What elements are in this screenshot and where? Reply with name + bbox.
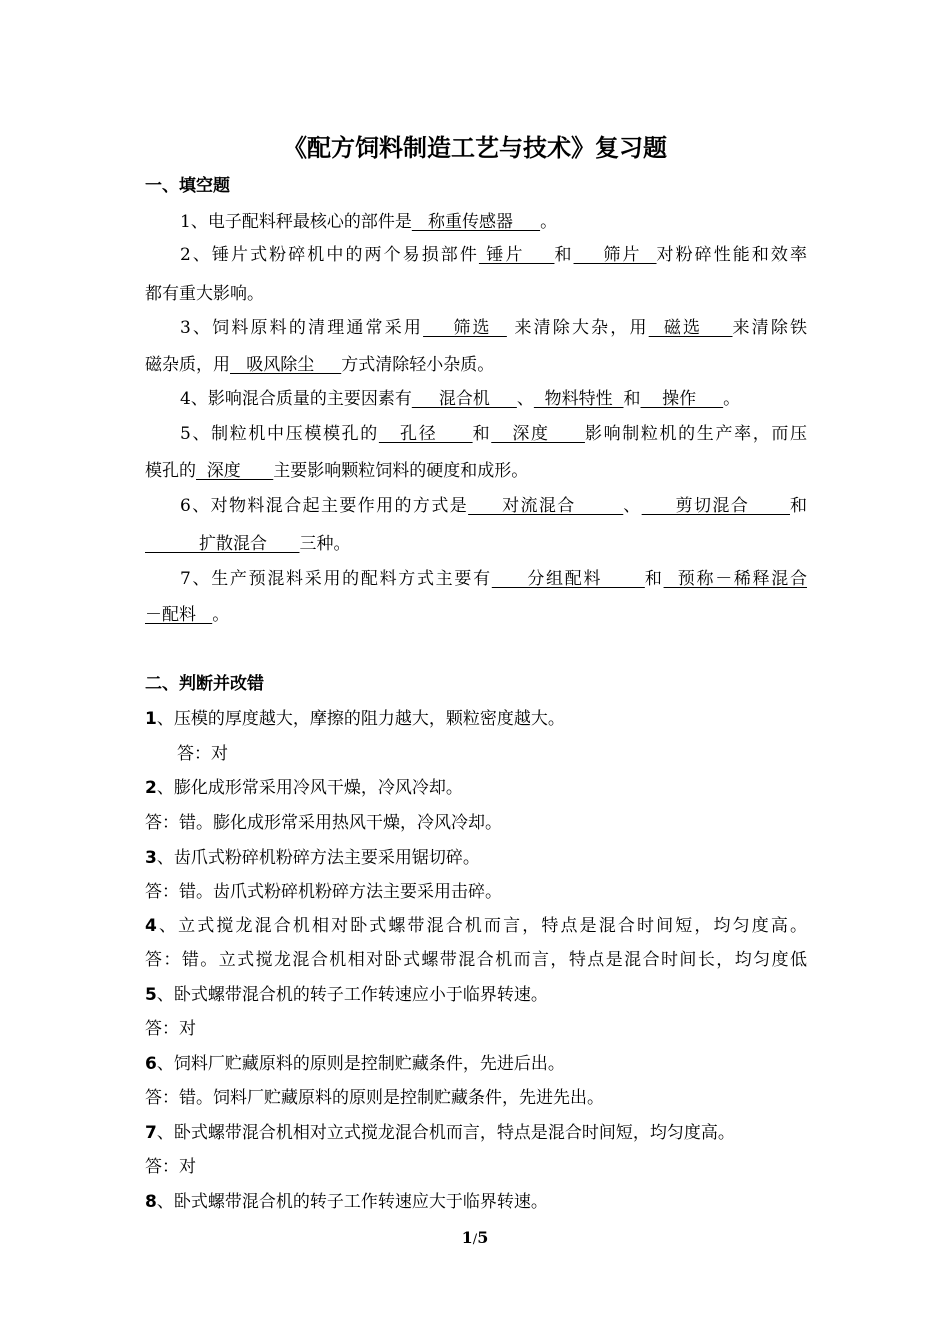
tf-answer-1: 答：对 [177, 744, 228, 764]
section-heading-true-false: 二、判断并改错 [145, 674, 264, 694]
answer-blank: 操作 [640, 389, 724, 409]
tf-question-4: 4、立式搅龙混合机相对卧式螺带混合机而言，特点是混合时间短，均匀度高。 [145, 916, 807, 936]
question-3-continued: 磁杂质，用 吸风除尘 方式清除轻小杂质。 [145, 355, 495, 375]
tf-question-5: 5、卧式螺带混合机的转子工作转速应小于临界转速。 [145, 985, 548, 1005]
question-6: 6、对物料混合起主要作用的方式是 对流混合 、 剪切混合 和 [180, 496, 807, 516]
answer-blank: 筛片 [573, 245, 657, 265]
tf-question-3: 3、齿爪式粉碎机粉碎方法主要采用锯切碎。 [145, 848, 480, 868]
question-2-continued: 都有重大影响。 [145, 284, 264, 304]
question-5-continued: 模孔的 深度 主要影响颗粒饲料的硬度和成形。 [145, 461, 529, 481]
question-6-continued: 扩散混合 三种。 [145, 534, 351, 554]
answer-blank: 锤片 [478, 245, 555, 265]
question-2: 2、锤片式粉碎机中的两个易损部件 锤片 和 筛片 对粉碎性能和效率 [180, 245, 808, 265]
tf-answer-2: 答：错。膨化成形常采用热风干燥，冷风冷却。 [145, 813, 502, 833]
tf-question-1: 1、压模的厚度越大，摩擦的阻力越大，颗粒密度越大。 [145, 709, 565, 729]
question-4: 4、影响混合质量的主要因素有 混合机 、 物料特性 和 操作 。 [180, 389, 741, 409]
tf-answer-6: 答：错。饲料厂贮藏原料的原则是控制贮藏条件，先进先出。 [145, 1088, 604, 1108]
answer-blank: 深度 [196, 461, 274, 481]
answer-blank: 深度 [491, 424, 585, 444]
tf-question-8: 8、卧式螺带混合机的转子工作转速应大于临界转速。 [145, 1192, 548, 1212]
tf-answer-3: 答：错。齿爪式粉碎机粉碎方法主要采用击碎。 [145, 882, 502, 902]
answer-blank: 剪切混合 [641, 496, 790, 516]
tf-question-2: 2、膨化成形常采用冷风干燥，冷风冷却。 [145, 778, 463, 798]
question-7-continued: －配料 。 [145, 605, 230, 625]
page-number: 1/5 [461, 1228, 489, 1247]
answer-blank: 对流混合 [468, 496, 624, 516]
document-title: 《配方饲料制造工艺与技术》复习题 [283, 133, 667, 162]
answer-blank: 扩散混合 [145, 534, 300, 554]
tf-question-7: 7、卧式螺带混合机相对立式搅龙混合机而言，特点是混合时间短，均匀度高。 [145, 1123, 735, 1143]
question-1: 1、电子配料秤最核心的部件是 称重传感器 。 [180, 212, 558, 232]
answer-blank: 磁选 [648, 318, 733, 338]
tf-answer-4: 答：错。立式搅龙混合机相对卧式螺带混合机而言，特点是混合时间长，均匀度低 [145, 950, 807, 970]
tf-answer-5: 答：对 [145, 1019, 196, 1039]
answer-blank: 孔径 [378, 424, 473, 444]
answer-blank: 称重传感器 [411, 212, 541, 232]
answer-blank: 预称－稀释混合 [663, 569, 808, 589]
answer-blank: 混合机 [411, 389, 517, 409]
tf-answer-7: 答：对 [145, 1157, 196, 1177]
tf-question-6: 6、饲料厂贮藏原料的原则是控制贮藏条件，先进后出。 [145, 1054, 565, 1074]
answer-blank: －配料 [145, 605, 213, 625]
question-5: 5、制粒机中压模模孔的 孔径 和 深度 影响制粒机的生产率，而压 [180, 424, 808, 444]
question-3: 3、饲料原料的清理通常采用 筛选 来清除大杂，用 磁选 来清除铁 [180, 318, 808, 338]
answer-blank: 筛选 [423, 318, 507, 338]
answer-blank: 吸风除尘 [230, 355, 342, 375]
section-heading-fill-blank: 一、填空题 [145, 176, 230, 196]
question-7: 7、生产预混料采用的配料方式主要有 分组配料 和 预称－稀释混合 [180, 569, 808, 589]
answer-blank: 分组配料 [491, 569, 645, 589]
answer-blank: 物料特性 [533, 389, 624, 409]
